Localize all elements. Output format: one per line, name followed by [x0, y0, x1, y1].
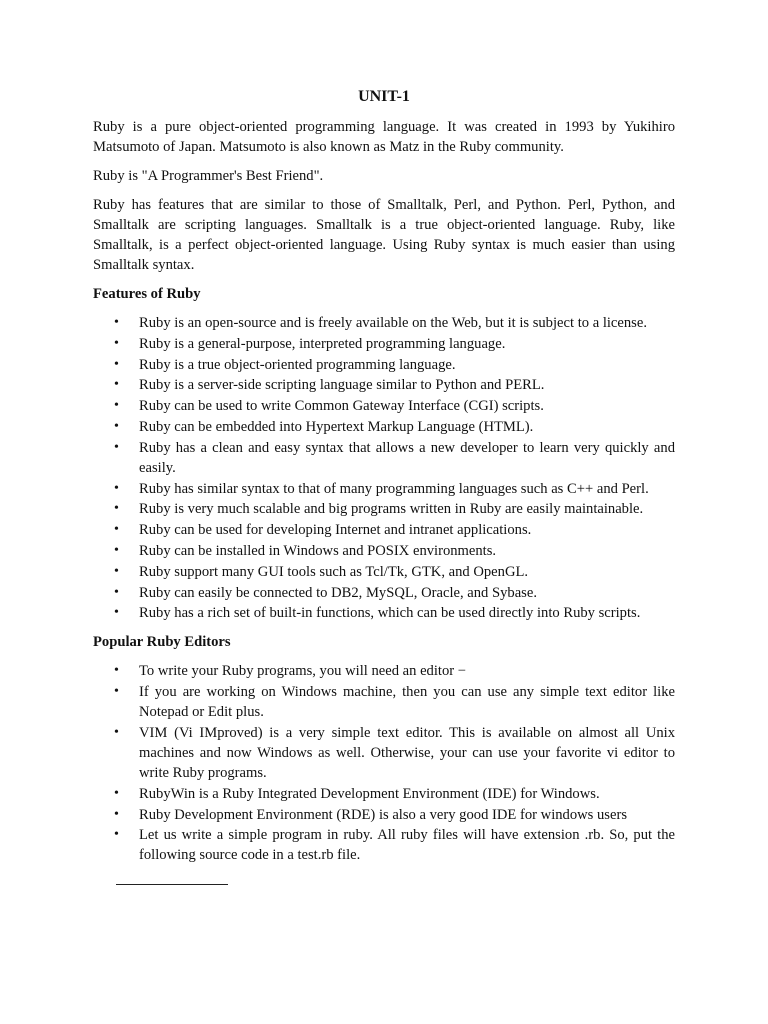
list-item: [93, 417, 675, 437]
bullet-icon: •: [114, 563, 119, 579]
list-item-text: Ruby is a general-purpose, interpreted programming language.: [139, 335, 506, 352]
list-item-text: Ruby can easily be connected to DB2, MySQL, Oracle, and Sybase.: [139, 584, 537, 601]
list-item-text: Ruby is a server-side scripting language similar to Python and PERL.: [139, 377, 545, 394]
list-item: [93, 438, 675, 478]
bullet-icon: •: [114, 439, 119, 455]
bullet-icon: •: [114, 785, 119, 801]
list-item: [93, 396, 675, 416]
bullet-icon: •: [114, 356, 119, 372]
bullet-icon: •: [114, 663, 119, 679]
list-item-text: Ruby support many GUI tools such as Tcl/Tk, GTK, and OpenGL.: [139, 563, 529, 580]
document-page: [93, 86, 675, 874]
list-item-text: Ruby can be used to write Common Gateway Interface (CGI) scripts.: [139, 398, 544, 415]
list-item: [93, 499, 675, 519]
bullet-icon: •: [114, 398, 119, 414]
list-item-text: Ruby has similar syntax to that of many programming languages such as C++ and Perl.: [139, 480, 649, 497]
list-item: [93, 583, 675, 603]
list-item: [93, 334, 675, 354]
bullet-icon: •: [114, 605, 119, 621]
bullet-icon: •: [114, 684, 119, 700]
list-item: [93, 723, 675, 783]
list-item: [93, 784, 675, 804]
list-item: [93, 682, 675, 722]
bullet-icon: •: [114, 542, 119, 558]
bullet-icon: •: [114, 724, 119, 740]
bullet-icon: •: [114, 315, 119, 330]
bullet-icon: •: [114, 377, 119, 393]
list-item-text: Let us write a simple program in ruby. All ruby files will have extension .rb. So, put the following source code in a test.rb file.: [139, 827, 675, 864]
intro-paragraph-3: Ruby has features that are similar to those of Smalltalk, Perl, and Python. Perl, Python, and Smalltalk are scripting languages. Smalltalk is a true object-oriented language. Ruby, like Smalltalk, is a perfect object-oriented language. Using Ruby syntax is much easier than using Smalltalk syntax.: [93, 197, 675, 273]
list-item-text: Ruby Development Environment (RDE) is also a very good IDE for windows users: [139, 806, 627, 823]
footnote-separator: [116, 884, 228, 885]
features-list: [93, 313, 675, 623]
list-item-text: To write your Ruby programs, you will need an editor −: [139, 663, 466, 680]
list-item: [93, 805, 675, 825]
bullet-icon: •: [114, 501, 119, 517]
list-item: [93, 541, 675, 561]
list-item: [93, 661, 675, 681]
bullet-icon: •: [114, 335, 119, 351]
list-item-text: Ruby is very much scalable and big programs written in Ruby are easily maintainable.: [139, 501, 644, 518]
list-item-text: Ruby can be embedded into Hypertext Markup Language (HTML).: [139, 418, 534, 435]
list-item: [93, 313, 675, 333]
list-item: [93, 825, 675, 865]
bullet-icon: •: [114, 418, 119, 434]
intro-paragraph-2: Ruby is "A Programmer's Best Friend".: [93, 168, 324, 184]
bullet-icon: •: [114, 480, 119, 496]
list-item-text: Ruby can be installed in Windows and POSIX environments.: [139, 542, 497, 559]
list-item: [93, 355, 675, 375]
list-item-text: VIM (Vi IMproved) is a very simple text editor. This is available on almost all Unix machines and now Windows as well. Otherwise, your can use your favorite vi editor to write Ruby programs.: [139, 724, 675, 781]
editors-heading: Popular Ruby Editors: [93, 634, 231, 651]
list-item-text: Ruby can be used for developing Internet and intranet applications.: [139, 522, 532, 539]
editors-list: [93, 661, 675, 865]
features-heading: Features of Ruby: [93, 286, 201, 302]
list-item-text: Ruby is an open-source and is freely available on the Web, but it is subject to a license.: [139, 315, 647, 331]
list-item-text: Ruby has a rich set of built-in functions, which can be used directly into Ruby scripts.: [139, 605, 641, 622]
list-item-text: Ruby has a clean and easy syntax that allows a new developer to learn very quickly and easily.: [139, 439, 675, 476]
list-item: [93, 479, 675, 499]
list-item: [93, 520, 675, 540]
list-item: [93, 562, 675, 582]
bullet-icon: •: [114, 584, 119, 600]
list-item-text: If you are working on Windows machine, then you can use any simple text editor like Notepad or Edit plus.: [139, 684, 675, 721]
bullet-icon: •: [114, 827, 119, 843]
list-item-text: RubyWin is a Ruby Integrated Development Environment (IDE) for Windows.: [139, 785, 600, 802]
list-item: [93, 603, 675, 623]
bullet-icon: •: [114, 522, 119, 538]
list-item: [93, 375, 675, 395]
list-item-text: Ruby is a true object-oriented programming language.: [139, 356, 456, 373]
page-title: UNIT-1: [358, 88, 410, 105]
bullet-icon: •: [114, 806, 119, 822]
intro-paragraph-1: Ruby is a pure object-oriented programming language. It was created in 1993 by Yukihiro Matsumoto of Japan. Matsumoto is also known as Matz in the Ruby community.: [93, 119, 675, 155]
